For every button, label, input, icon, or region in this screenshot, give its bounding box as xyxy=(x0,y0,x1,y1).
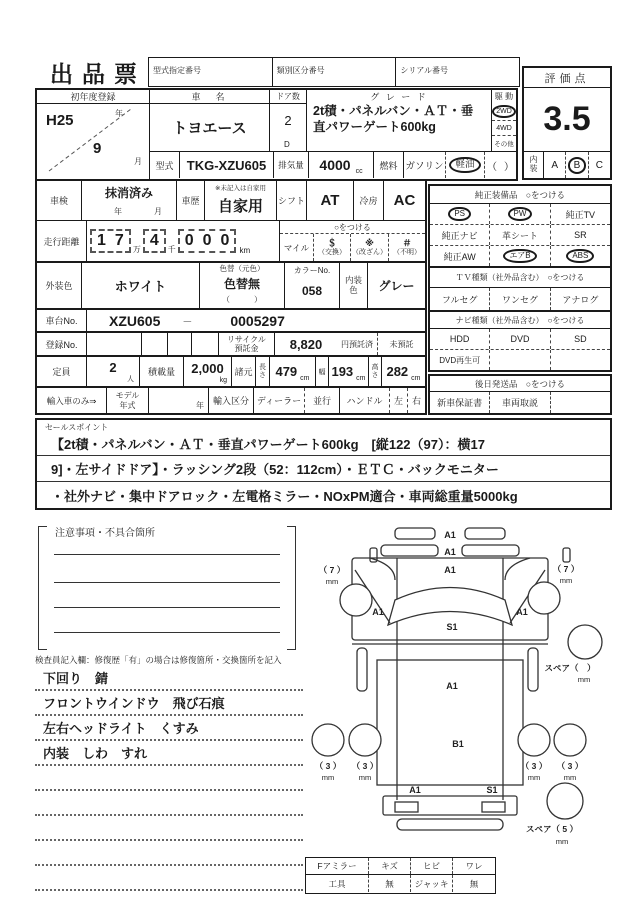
fuel-label: 燃料 xyxy=(374,152,404,178)
handle-left: 左 xyxy=(389,388,407,413)
import-parallel: 並行 xyxy=(304,388,339,413)
grade-value: 2t積・パネルバン・ＡＴ・垂直パワーゲート600kg xyxy=(313,104,474,134)
dimensions-label: 諸元 xyxy=(232,357,256,386)
cooling-label: 冷房 xyxy=(354,181,384,220)
equip-tv: 純正TV xyxy=(550,204,610,224)
navi-sd: SD xyxy=(550,329,610,349)
navi-dvd-playable: DVD再生可 xyxy=(439,355,481,365)
plate-recycle-row xyxy=(35,331,427,357)
fuel-paren xyxy=(484,152,516,178)
front-grille-bar-left xyxy=(381,545,438,556)
navi-type-header: ナビ種類（社外品含む） ○をつける xyxy=(430,312,610,329)
front-tire-right-mm: mm xyxy=(559,576,573,585)
oem-equipment-box xyxy=(428,184,612,268)
history-label: 車歴 xyxy=(177,181,205,220)
equip-sr: SR xyxy=(550,225,610,245)
front-bumper-mark: A1 xyxy=(444,530,456,540)
rear-tire-1-mm: mm xyxy=(321,773,335,782)
mileage-man-unit: 万 xyxy=(132,245,141,254)
meter-unknown-label: （不明） xyxy=(393,248,421,256)
later-shipment-box xyxy=(428,374,612,415)
notes-label: 注意事項・不具合箇所 xyxy=(55,528,155,539)
model-year-unit: 年 xyxy=(196,401,204,410)
drive-4wd: 4WD xyxy=(492,120,516,135)
side-guard-right xyxy=(528,648,538,691)
inspector-entry-5 xyxy=(35,766,303,791)
first-registration-label: 初年度登録 xyxy=(37,90,149,104)
height-cell xyxy=(382,357,425,386)
navi-type-box xyxy=(428,310,612,372)
shaken-month-unit: 月 xyxy=(154,207,162,216)
score-label: 評価点 xyxy=(524,68,610,88)
plate-cell-3 xyxy=(168,333,192,355)
meter-exchanged-symbol: ＄ xyxy=(327,237,337,248)
chassis-number-row xyxy=(35,308,427,333)
spare-tire-side xyxy=(568,625,602,659)
drive-cell xyxy=(492,90,516,151)
interior-grade-label: 内装 xyxy=(524,152,544,178)
inspector-entry-7 xyxy=(35,816,303,841)
inspector-label: 検査員記入欄：修復歴「有」の場合は修復箇所・交換箇所を記入 xyxy=(35,655,282,665)
drive-label: 駆 動 xyxy=(494,92,514,101)
vehicle-id-table xyxy=(35,88,518,181)
fuel-paren-open: （ xyxy=(487,161,497,173)
front-bumper-bar-left xyxy=(395,528,435,539)
cooling-value: AC xyxy=(393,192,416,209)
length-label: 長さ xyxy=(256,357,270,386)
notes-line-1 xyxy=(54,554,280,555)
cargo-front-mark: A1 xyxy=(446,681,458,691)
color-change-paren: （ ） xyxy=(222,294,262,304)
rear-tire-4-depth: （ 3 ） xyxy=(556,761,584,771)
front-tire-right-depth: （ 7 ） xyxy=(552,564,580,574)
notes-line-2 xyxy=(54,582,280,583)
mileage-digit-2: 7 xyxy=(114,232,124,249)
sales-line-3: ・社外ナビ・集中ドアロック・左電格ミラー・NOxPM適合・車両総重量5000kg xyxy=(51,488,518,504)
model-code-label: 型式 xyxy=(150,152,180,178)
meter-exchanged-label: （交換） xyxy=(318,248,346,256)
car-name-cell xyxy=(150,90,270,151)
drive-2wd-selected: 2WD xyxy=(492,105,516,119)
page-title: 出品票 xyxy=(50,61,146,87)
interior-color-value: グレー xyxy=(378,279,415,293)
class-division-number-label: 類別区分番号 xyxy=(276,66,325,75)
height-value: 282 xyxy=(386,364,409,379)
equip-leather: 革シート xyxy=(489,225,549,245)
meter-check-cell xyxy=(280,221,425,261)
inspector-entry-2: フロントウインドウ 飛び石痕 xyxy=(35,691,303,716)
load-unit: kg xyxy=(219,377,227,384)
height-label: 高さ xyxy=(369,357,382,386)
displacement-cell xyxy=(309,152,374,178)
plate-cell-2 xyxy=(142,333,168,355)
chassis-number-prefix: XZU605 xyxy=(109,312,161,329)
accessory-mirror-label: Fアミラー xyxy=(317,861,357,871)
history-value: 自家用 xyxy=(217,197,263,215)
accessory-break-label: ワレ xyxy=(452,858,495,874)
tv-oneseg: ワンセグ xyxy=(489,288,549,310)
door-left-mark: A1 xyxy=(372,607,384,617)
side-guard-left xyxy=(357,648,367,691)
score-box xyxy=(522,66,612,180)
height-unit: cm xyxy=(411,375,421,382)
shift-value: AT xyxy=(307,181,354,220)
navi-empty-2 xyxy=(550,350,610,370)
model-code-value: TKG-XZU605 xyxy=(180,152,274,178)
inspector-entry-9 xyxy=(35,866,303,891)
meter-tampered-symbol: ※ xyxy=(365,237,374,248)
color-change-label: 色替（元色） xyxy=(219,264,265,273)
rear-tire-left-inner xyxy=(349,724,381,756)
rear-tire-1-depth: （ 3 ） xyxy=(314,761,342,771)
dimensions-row xyxy=(35,355,427,388)
fuel-gasoline: ガソリン xyxy=(405,161,444,172)
spare-tire-bottom xyxy=(547,783,583,819)
meter-header: ○をつける xyxy=(334,222,371,232)
ship-empty xyxy=(550,392,610,413)
rear-tire-right-inner xyxy=(518,724,550,756)
oem-equipment-header: 純正装備品 ○をつける xyxy=(430,186,610,204)
spare-side-mm: mm xyxy=(577,675,591,684)
meter-unknown-symbol: ＃ xyxy=(402,237,412,248)
tv-fullseg: フルセグ xyxy=(441,294,478,305)
fuel-paren-close: ） xyxy=(504,161,514,173)
import-row xyxy=(35,386,427,415)
car-name-label: 車 名 xyxy=(150,90,269,104)
cab-top-mark: A1 xyxy=(444,565,456,575)
interior-grade-b-selected: B xyxy=(568,157,587,174)
windshield-band xyxy=(388,588,512,626)
equip-aw: 純正AW xyxy=(443,251,476,262)
sales-points-label: セールスポイント xyxy=(45,423,109,432)
ship-manual: 車両取説 xyxy=(489,392,549,413)
meter-mile: マイル xyxy=(283,242,310,253)
bracket-left xyxy=(38,526,47,650)
condition-table xyxy=(35,179,427,263)
inspector-entry-1: 下回り 錆 xyxy=(35,666,303,691)
mileage-sen-unit: 千 xyxy=(167,245,176,254)
rear-tire-4-mm: mm xyxy=(563,773,577,782)
month-unit: 月 xyxy=(134,157,142,166)
model-designation-number-label: 型式指定番号 xyxy=(153,66,201,75)
mileage-digit-5: 0 xyxy=(202,232,212,249)
color-change-value: 色替無 xyxy=(223,276,260,291)
spare-side-label: スペア（ ） xyxy=(544,663,596,673)
rear-tire-left-outer xyxy=(312,724,344,756)
accessory-jack-value: 無 xyxy=(452,875,495,892)
navi-dvd: DVD xyxy=(489,329,549,349)
length-unit: cm xyxy=(300,375,310,382)
front-tire-left-depth: （ 7 ） xyxy=(318,565,346,575)
rear-bumper-step-left xyxy=(395,802,418,812)
spare-bottom-mm: mm xyxy=(555,837,569,846)
front-bumper-bar-right xyxy=(465,528,505,539)
color-number-value: 058 xyxy=(301,284,323,298)
cab-corner-right xyxy=(505,558,530,580)
later-shipment-header: 後日発送品 ○をつける xyxy=(430,376,610,392)
inspector-entry-6 xyxy=(35,791,303,816)
navi-hdd: HDD xyxy=(449,334,470,344)
cargo-outline xyxy=(377,660,523,785)
inspector-entry-8 xyxy=(35,841,303,866)
length-value: 479 xyxy=(275,364,298,379)
sales-line-1: 【2t積・パネルバン・ＡＴ・垂直パワーゲート600kg [縦122（97）：横17 xyxy=(37,431,610,456)
accessory-tools-label: 工具 xyxy=(328,878,346,889)
history-cell xyxy=(205,181,277,220)
recycle-amount: 8,820 xyxy=(289,336,323,352)
load-cell xyxy=(184,357,232,386)
capacity-value: 2 xyxy=(109,359,117,375)
model-year-cell xyxy=(149,388,209,413)
chassis-number-serial: 0005297 xyxy=(230,312,285,329)
mileage-digit-3: 4 xyxy=(149,232,159,249)
navi-empty-1 xyxy=(489,350,549,370)
ship-warranty: 新車保証書 xyxy=(437,398,483,408)
rear-bumper-step-right xyxy=(482,802,505,812)
mileage-cell xyxy=(87,221,280,261)
load-value: 2,000 xyxy=(191,360,224,376)
equip-airbag-selected: エアB xyxy=(503,249,536,264)
mileage-label: 走行距離 xyxy=(37,221,87,261)
interior-grade-c: C xyxy=(588,152,610,178)
history-note: ※未記入は自家用 xyxy=(215,184,266,192)
grade-cell xyxy=(307,90,492,151)
handle-label: ハンドル xyxy=(339,388,389,413)
color-table xyxy=(35,261,427,310)
import-only-label: 輸入車のみ⇒ xyxy=(37,388,107,413)
capacity-unit: 人 xyxy=(127,376,134,383)
tv-type-header: ＴＶ種類（社外品含む） ○をつける xyxy=(430,268,610,288)
capacity-cell xyxy=(87,357,140,386)
notes-line-3 xyxy=(54,607,280,608)
displacement-value: 4000 xyxy=(319,157,351,173)
inspector-section xyxy=(35,654,303,891)
door-right-mark: A1 xyxy=(516,607,528,617)
inspector-entry-4: 内装 しわ すれ xyxy=(35,741,303,766)
bumper-end-right xyxy=(563,548,570,562)
color-number-label: カラーNo. xyxy=(293,265,331,275)
equip-ps-selected: PS xyxy=(448,207,471,222)
front-grille-mark: A1 xyxy=(444,547,456,557)
recycle-unpaid-label: 未預託 xyxy=(377,333,425,355)
equip-pw-selected: PW xyxy=(508,207,533,222)
first-registration-month: 9 xyxy=(93,140,102,157)
tv-analog: アナログ xyxy=(550,288,610,310)
accessory-crack-label: ヒビ xyxy=(410,858,452,874)
meter-tampered-label: （改ざん） xyxy=(352,248,387,256)
rear-lower-bar xyxy=(397,819,503,830)
shaken-year-unit: 年 xyxy=(114,207,122,216)
recycle-label-1: リサイクル xyxy=(227,334,266,344)
sales-line-2: 9]・左サイドドア】・ラッシング2段（52：112cm）・ＥＴＣ・バックモニター xyxy=(37,456,610,482)
shaken-label: 車検 xyxy=(37,181,82,220)
accessory-tools-value: 無 xyxy=(368,875,410,892)
rear-left-mark: A1 xyxy=(409,785,421,795)
grade-label: グ レ ー ド xyxy=(370,92,428,102)
recycle-label-2: 預託金 xyxy=(234,344,259,353)
displacement-unit: cc xyxy=(355,168,363,175)
cab-corner-left xyxy=(370,558,395,580)
notes-line-4 xyxy=(54,632,280,633)
handle-right: 右 xyxy=(407,388,425,413)
interior-color-label: 内装色 xyxy=(340,263,368,308)
front-tire-left-mm: mm xyxy=(325,577,339,586)
exterior-color-label: 外装色 xyxy=(37,263,82,308)
mileage-unit: km xyxy=(239,246,251,255)
drive-other: その他 xyxy=(492,135,516,150)
recycle-label xyxy=(219,333,275,355)
doors-label: ドア数 xyxy=(270,90,306,104)
shift-label: シフト xyxy=(277,181,307,220)
recycle-paid-label: 円預託済 xyxy=(341,339,373,349)
front-tire-left xyxy=(340,584,372,616)
width-unit: cm xyxy=(356,375,366,382)
rear-right-mark: S1 xyxy=(486,785,498,795)
rear-tire-2-mm: mm xyxy=(358,773,372,782)
equip-abs-selected: ABS xyxy=(566,249,594,264)
serial-number-label: シリアル番号 xyxy=(400,66,449,75)
width-label: 幅 xyxy=(316,357,329,386)
exterior-color-value: ホワイト xyxy=(82,263,200,308)
doors-sub: D xyxy=(284,140,290,149)
front-grille-bar-right xyxy=(462,545,519,556)
inspector-entry-3: 左右ヘッドライト くすみ xyxy=(35,716,303,741)
top-number-boxes xyxy=(148,57,520,87)
accessory-scratch-label: キズ xyxy=(368,858,410,874)
equip-navi: 純正ナビ xyxy=(441,230,478,241)
rear-tire-2-depth: （ 3 ） xyxy=(351,761,379,771)
mileage-digit-6: 0 xyxy=(220,232,230,249)
rear-tire-3-depth: （ 3 ） xyxy=(520,761,548,771)
accessory-table xyxy=(305,857,496,894)
front-tire-right xyxy=(528,582,560,614)
width-value: 193 xyxy=(331,364,354,379)
doors-value: 2 xyxy=(284,112,292,128)
length-cell xyxy=(270,357,316,386)
windshield-mark: S1 xyxy=(446,622,458,632)
displacement-label: 排気量 xyxy=(274,152,309,178)
import-dealer: ディーラー xyxy=(256,396,302,406)
first-registration-year: H25 xyxy=(46,112,74,129)
shaken-cell xyxy=(82,181,177,220)
plate-number-label: 登録No. xyxy=(37,333,87,355)
load-label: 積載量 xyxy=(140,357,184,386)
fuel-diesel-selected: 軽油 xyxy=(449,157,480,173)
score-value: 3.5 xyxy=(543,100,591,138)
chassis-number-label: 車台No. xyxy=(37,310,87,331)
import-division-label: 輸入区分 xyxy=(209,388,254,413)
mileage-digit-4: 0 xyxy=(184,232,194,249)
color-change-cell xyxy=(200,263,285,308)
bracket-right xyxy=(287,526,296,650)
vehicle-damage-diagram xyxy=(300,513,640,861)
first-registration-cell xyxy=(37,90,150,179)
capacity-label: 定員 xyxy=(37,357,87,386)
color-number-cell xyxy=(285,263,340,308)
doors-cell xyxy=(270,90,307,151)
plate-cell-4 xyxy=(192,333,219,355)
chassis-number-dash: － xyxy=(182,317,193,328)
cargo-body-mark: B1 xyxy=(452,739,464,749)
accessory-jack-label: ジャッキ xyxy=(410,875,452,892)
model-year-label: モデル年式 xyxy=(107,388,149,413)
notes-box xyxy=(38,522,296,654)
rear-tire-3-mm: mm xyxy=(527,773,541,782)
mileage-digit-1: 1 xyxy=(97,232,106,249)
car-name-value: トヨエース xyxy=(172,119,247,137)
interior-grade-a: A xyxy=(551,159,558,171)
plate-cell-1 xyxy=(87,333,142,355)
year-unit: 年 xyxy=(115,109,123,118)
width-cell xyxy=(329,357,369,386)
sales-points-box xyxy=(35,418,612,510)
spare-bottom-label: スペア（ 5 ） xyxy=(526,824,578,834)
tv-type-box xyxy=(428,266,612,312)
rear-tire-right-outer xyxy=(554,724,586,756)
shaken-value: 抹消済み xyxy=(104,185,153,200)
